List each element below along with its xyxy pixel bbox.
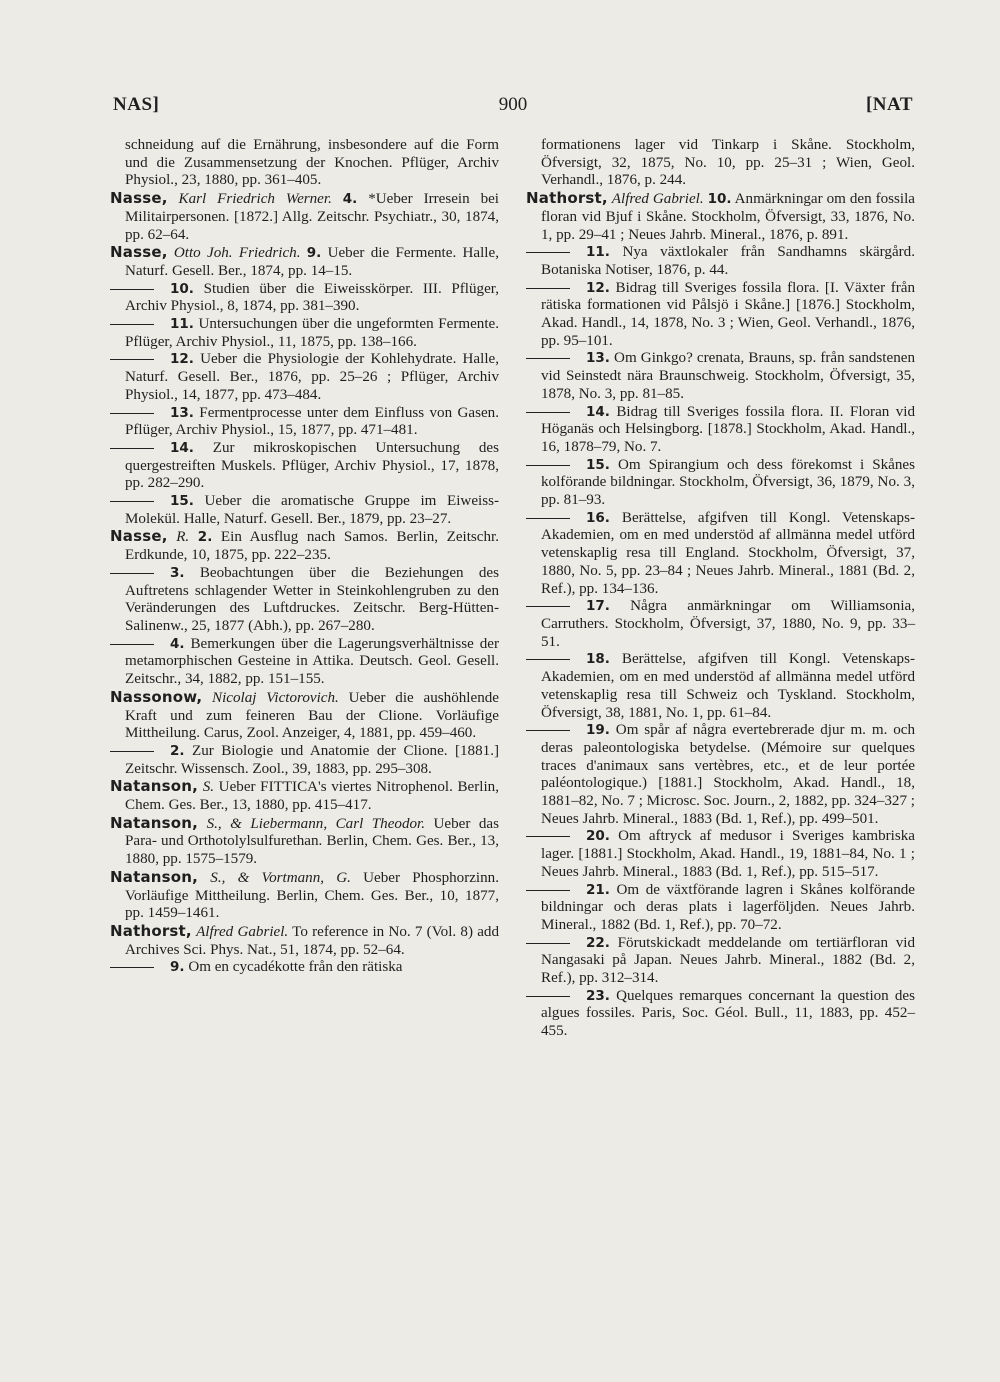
author-name: Nasse, [110,243,168,262]
entry-number: 14. [586,403,610,420]
ditto-dash [526,412,570,413]
entry-number: 19. [586,722,610,739]
author-name: Natanson, [110,813,199,832]
entry-text: Några anmärkningar om Williamsonia, Carruthers. Stockholm, Öfversigt, 37, 1880, No. 9, pp. 33–51. [541,598,915,650]
bibliography-entry [110,869,499,923]
entry-text: Bidrag till Sveriges fossila flora. [I. Växter från rätiska formationen vid Pålsjö i Skåne.] [1876.] Stockholm, Akad. Handl., 14, 1878, No. 3 ; Wien, Geol. Verhandl., 1876, pp. 95–101. [541,279,916,349]
left-column [110,137,499,977]
entry-text: To reference in No. 7 (Vol. 8) add Archives Sci. Phys. Nat., 51, 1874, pp. 52–64. [125,923,499,958]
bibliography-entry [526,280,915,351]
ditto-dash [110,967,154,968]
entry-text: Bemerkungen über die Lagerungsverhältnisse der metamorphischen Gesteine in Attika. Deutsch. Geol. Gesell. Zeitschr., 34, 1882, pp. 151–155. [125,635,500,688]
ditto-dash [110,644,154,645]
page-number: 900 [498,94,528,115]
bibliography-entry [526,457,915,510]
entry-number: 18. [586,651,610,668]
entry-number: 12. [586,279,610,296]
bibliography-entry [110,689,499,743]
entry-number: 11. [170,316,194,333]
entry-text: Förutskickadt meddelande om tertiärfloran vid Nangasaki på Japan. Neues Jahrb. Mineral., 1882 (Bd. 2, Ref.), pp. 312–314. [541,934,915,987]
bibliography-entry [110,959,499,977]
entry-text: *Ueber Irresein bei Militairpersonen. [1872.] Allg. Zeitschr. Psychiatr., 30, 1874, pp. 62–64. [125,191,500,243]
entry-text: Ueber die aushöhlende Kraft und zum feineren Bau der Clione. Vorläufige Mittheilung. Carus, Zool. Anzeiger, 4, 1881, pp. 459–460. [125,689,499,742]
bibliography-entry [526,651,915,722]
entry-number: 4. [342,191,358,208]
author-given-name: S., & Liebermann, Carl Theodor. [206,815,426,832]
author-given-name: Karl Friedrich Werner. [178,191,332,208]
ditto-dash [110,413,154,414]
bibliography-entry [110,316,499,351]
entry-text: Ueber das Para- und Orthotolylsulfurethan. Berlin, Chem. Ges. Ber., 13, 1880, pp. 1575–1579. [125,815,499,868]
bibliography-entry [110,440,499,493]
entry-text: Zur mikroskopischen Untersuchung des quergestreiften Muskels. Pflüger, Archiv Physiol., 17, 1878, pp. 282–290. [125,439,499,492]
entry-number: 3. [170,564,185,581]
ditto-dash [526,943,570,944]
author-given-name: S. [202,779,215,796]
bibliography-entry [110,493,499,528]
ditto-dash [110,289,154,290]
entry-number: 14. [170,439,194,456]
author-given-name: Alfred Gabriel. [196,923,289,940]
entry-text: Om en cycadékotte från den rätiska [188,959,403,976]
author-name: Nathorst, [526,189,608,208]
header-right: [NAT [865,94,913,115]
ditto-dash [526,659,570,660]
entry-number: 11. [586,244,610,261]
entry-text: Ueber die aromatische Gruppe im Eiweiss-Molekül. Halle, Naturf. Gesell. Ber., 1879, pp. 23–27. [125,493,499,527]
bibliography-entry [526,350,915,403]
author-given-name: R. [176,529,190,546]
ditto-dash [526,890,570,891]
entry-number: 9. [306,245,322,262]
bibliography-entry [110,190,499,244]
ditto-dash [526,252,570,253]
bibliography-entry [526,190,915,244]
entry-text: Studien über die Eiweisskörper. III. Pflüger, Archiv Physiol., 8, 1874, pp. 381–390. [125,280,499,315]
bibliography-entry [110,137,499,190]
bibliography-entry [110,528,499,564]
entry-text: Berättelse, afgifven till Kongl. Vetenskaps-Akademien, om en med understöd af allmänna medel utförd vetenskaplig resa till England. Stockholm, Öfversigt, 37, 1880, No. 5, pp. 23–84 ; Neues Jahrb. Mineral., 1881 (Bd. 2, Ref.), pp. 134–136. [541,509,915,597]
entry-text: Om Ginkgo? crenata, Brauns, sp. från sandstenen vid Seinstedt nära Braunschweig. Stockholm, Öfversigt, 35, 1878, No. 3, pp. 81–85. [541,350,915,402]
entry-text: Quelques remarques concernant la question des algues fossiles. Paris, Soc. Géol. Bull., 11, 1883, pp. 452–455. [541,987,915,1040]
bibliography-entry [110,636,499,689]
entry-text: Ein Ausflug nach Samos. Berlin, Zeitschr. Erdkunde, 10, 1875, pp. 222–235. [125,529,500,564]
entry-number: 16. [586,509,610,526]
bibliography-entry [526,598,915,651]
entry-text: Nya växtlokaler från Sandhamns skärgård. Botaniska Notiser, 1876, p. 44. [541,244,915,278]
entry-text: Ueber die Fermente. Halle, Naturf. Gesell. Ber., 1874, pp. 14–15. [125,245,499,279]
entry-number: 4. [170,635,185,652]
ditto-dash [110,501,154,502]
entry-text: Om spår af några evertebrerade djur m. m. och deras paleontologiska betydelse. (Mémoire sur quelques traces d'animaux sans vertèbres, etc., et de leur portée paléontologique.) [1881.] Stockholm, Akad. Handl., 18, 1881–82, No. 7 ; Microsc. Soc. Journ., 2, 1882, pp. 324–327 ; Neues Jahrb. Mineral., 1883 (Bd. 1, Ref.), pp. 499–501. [541,722,915,827]
bibliography-entry [110,244,499,280]
bibliography-entry [526,722,915,828]
author-given-name: S., & Vortmann, G. [210,869,351,886]
bibliography-entry [526,828,915,881]
author-name: Natanson, [110,867,199,886]
entry-text: Ueber FITTICA's viertes Nitrophenol. Berlin, Chem. Ges. Ber., 13, 1880, pp. 415–417. [125,779,499,814]
author-given-name: Alfred Gabriel. [611,191,704,208]
entry-number: 15. [586,456,610,473]
right-column [526,137,915,1041]
ditto-dash [526,358,570,359]
entry-text: Ueber Phosphorzinn. Vorläufige Mittheilung. Berlin, Chem. Ges. Ber., 10, 1877, pp. 1459–1461. [125,869,499,922]
entry-text: formationens lager vid Tinkarp i Skåne. Stockholm, Öfversigt, 32, 1875, No. 10, pp. 25–31 ; Wien, Geol. Verhandl., 1876, p. 244. [541,137,915,189]
entry-number: 15. [170,493,194,510]
bibliography-entry [110,815,499,869]
entry-text: Zur Biologie und Anatomie der Clione. [1881.] Zeitschr. Wissensch. Zool., 39, 1883, pp. 295–308. [125,742,499,777]
entry-number: 10. [170,280,194,297]
entry-text: schneidung auf die Ernährung, insbesondere auf die Form und die Zusammensetzung der Knochen. Pflüger, Archiv Physiol., 23, 1880, pp. 361–405. [125,137,499,189]
entry-text: Beobachtungen über die Beziehungen des Auftretens schlagender Wetter in Steinkohlengruben zu den Veränderungen des Luftdruckes. Zeitschr. Berg-Hütten-Salinenw., 25, 1877 (Abh.), pp. 267–280. [125,564,499,634]
ditto-dash [110,751,154,752]
ditto-dash [526,730,570,731]
entry-text: Untersuchungen über die ungeformten Fermente. Pflüger, Archiv Physiol., 11, 1875, pp. 138–166. [125,316,499,350]
entry-number: 2. [170,742,185,759]
bibliography-entry [526,137,915,190]
bibliography-entry [110,565,499,636]
entry-text: Fermentprocesse unter dem Einfluss von Gasen. Pflüger, Archiv Physiol., 15, 1877, pp. 471–481. [125,404,499,439]
entry-number: 23. [586,987,610,1004]
bibliography-entry [110,351,499,404]
header-left: NAS] [113,94,160,115]
entry-text: Om Spirangium och dess förekomst i Skånes kolförande bildningar. Stockholm, Öfversigt, 36, 1879, No. 3, pp. 81–93. [541,456,915,509]
entry-number: 13. [170,404,194,421]
entry-number: 17. [586,598,610,615]
bibliography-entry [110,923,499,959]
ditto-dash [526,996,570,997]
bibliography-entry [110,778,499,814]
entry-number: 2. [197,529,213,546]
author-name: Nasse, [110,189,168,208]
ditto-dash [526,518,570,519]
entry-number: 13. [586,350,610,367]
entry-text: Berättelse, afgifven till Kongl. Vetenskaps-Akademien, om en med understöd af allmänna medel utförd vetenskaplig resa till Schweiz och Tyskland. Stockholm, Öfversigt, 38, 1881, No. 1, pp. 61–84. [541,651,915,721]
bibliography-entry [110,405,499,440]
ditto-dash [110,359,154,360]
author-given-name: Nicolaj Victorovich. [212,689,339,706]
bibliography-entry [526,882,915,935]
ditto-dash [526,288,570,289]
ditto-dash [110,573,154,574]
entry-number: 10. [707,191,732,208]
entry-number: 9. [170,959,185,976]
bibliography-entry [110,743,499,778]
bibliography-entry [110,281,499,316]
author-name: Nassonow, [110,687,203,706]
entry-text: Om aftryck af medusor i Sveriges kambriska lager. [1881.] Stockholm, Akad. Handl., 19, 1881–84, No. 1 ; Neues Jahrb. Mineral., 1883 (Bd. 1, Ref.), pp. 515–517. [541,828,915,880]
author-name: Nasse, [110,527,168,546]
entry-number: 12. [170,351,194,368]
author-given-name: Otto Joh. Friedrich. [173,245,301,262]
entry-text: Om de växtförande lagren i Skånes kolförande bildningar och deras plats i lagerföljden. Neues Jahrb. Mineral., 1882 (Bd. 1, Ref.), pp. 70–72. [541,881,916,933]
bibliography-entry [526,244,915,279]
entry-text: Anmärkningar om den fossila floran vid Bjuf i Skåne. Stockholm, Öfversigt, 33, 1876, No. 1, pp. 29–41 ; Neues Jahrb. Mineral., 1876, p. 891. [541,191,915,243]
author-name: Nathorst, [110,921,192,940]
ditto-dash [526,465,570,466]
bibliography-entry [526,988,915,1041]
bibliography-entry [526,404,915,457]
ditto-dash [526,836,570,837]
author-name: Natanson, [110,777,199,796]
ditto-dash [110,324,154,325]
entry-number: 22. [586,934,610,951]
entry-text: Ueber die Physiologie der Kohlehydrate. Halle, Naturf. Gesell. Ber., 1876, pp. 25–26 ; Pflüger, Archiv Physiol., 14, 1877, pp. 473–484. [125,351,499,403]
ditto-dash [526,606,570,607]
ditto-dash [110,448,154,449]
bibliography-entry [526,935,915,988]
bibliography-entry [526,510,915,599]
entry-text: Bidrag till Sveriges fossila flora. II. Floran vid Höganäs och Helsingborg. [1878.] Stockholm, Akad. Handl., 16, 1878–79, No. 7. [541,403,915,455]
entry-number: 20. [586,828,610,845]
page-header [113,94,913,120]
entry-number: 21. [586,881,610,898]
